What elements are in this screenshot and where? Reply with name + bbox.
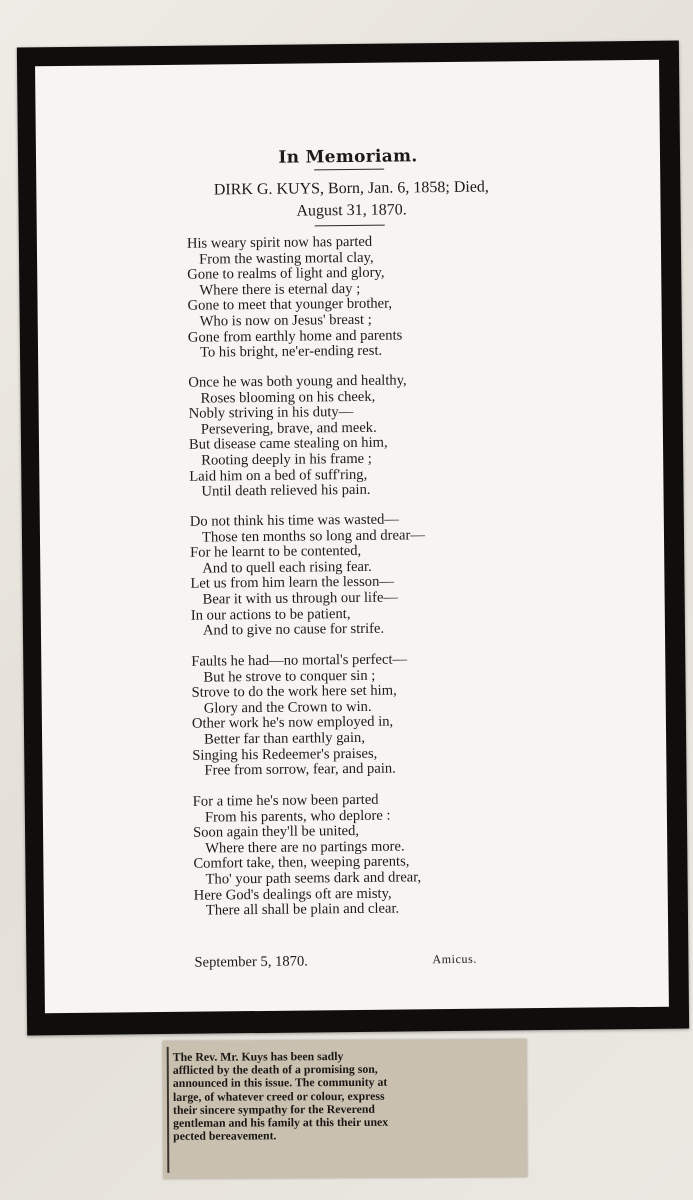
poem-line: Free from sorrow, fear, and pain. xyxy=(204,760,396,779)
clipping-line: announced in this issue. The community at xyxy=(172,1075,388,1091)
name-line-1: DIRK G. KUYS, Born, Jan. 6, 1858; Died, xyxy=(213,178,489,199)
poem-line: Gone to meet that younger brother, xyxy=(187,295,393,315)
poem-line: Singing his Redeemer's praises, xyxy=(192,745,378,764)
poem-line: From his parents, who deplore : xyxy=(204,807,391,826)
clipping-line: their sincere sympathy for the Reverend xyxy=(172,1101,375,1117)
poem-line: And to quell each rising fear. xyxy=(202,558,372,577)
poem-line: But he strove to conquer sin ; xyxy=(203,667,376,686)
poem-line: Glory and the Crown to win. xyxy=(203,698,372,717)
memorial-card xyxy=(17,41,689,1036)
stanza-4 xyxy=(191,651,532,779)
poem-line: Until death relieved his pain. xyxy=(201,481,371,500)
poem-line: Better far than earthly gain, xyxy=(204,729,366,748)
poem-line: Comfort take, then, weeping parents, xyxy=(193,853,410,873)
clipping-line: afflicted by the death of a promising son, xyxy=(172,1062,378,1078)
poem-line: Bear it with us through our life— xyxy=(202,589,399,608)
poem-line: For he learnt to be contented, xyxy=(190,543,362,561)
poem-signature: Amicus. xyxy=(432,951,478,967)
poem-line: Laid him on a bed of suff'ring, xyxy=(189,466,368,485)
poem-line: Who is now on Jesus' breast ; xyxy=(199,311,372,330)
poem-line: Other work he's now employed in, xyxy=(191,713,394,733)
poem-line: Where there are no partings more. xyxy=(205,838,405,857)
poem-line: Once he was both young and healthy, xyxy=(188,372,407,391)
poem-line: Those ten months so long and drear— xyxy=(201,526,425,546)
clipping-line: gentleman and his family at this their unex xyxy=(173,1114,389,1130)
poem-line: Rooting deeply in his frame ; xyxy=(201,450,372,469)
poem-line: Strove to do the work here set him, xyxy=(191,682,397,701)
poem-line: For a time he's now been parted xyxy=(192,791,379,810)
poem-line: Roses blooming on his cheek, xyxy=(200,388,376,407)
clipping-line: large, of whatever creed or colour, express xyxy=(172,1088,385,1104)
heading-rule-top xyxy=(314,169,384,171)
poem-line: Here God's dealings oft are misty, xyxy=(193,885,392,904)
poem-line: Nobly striving in his duty— xyxy=(188,404,354,422)
clipping-edge-line xyxy=(167,1047,170,1173)
memorial-card-paper xyxy=(35,60,669,1013)
poem-line: Tho' your path seems dark and drear, xyxy=(205,869,422,888)
stanza-2 xyxy=(188,372,529,500)
poem-line: From the wasting mortal clay, xyxy=(198,249,374,268)
poem-line: Soon again they'll be united, xyxy=(192,823,360,841)
stanza-3 xyxy=(190,511,531,639)
poem-line: Let us from him learn the lesson— xyxy=(190,573,395,593)
stanza-5 xyxy=(193,791,534,919)
clipping-line: The Rev. Mr. Kuys has been sadly xyxy=(172,1049,344,1064)
poem-line: To his bright, ne'er-ending rest. xyxy=(199,342,383,361)
poem-line: Persevering, brave, and meek. xyxy=(200,419,377,438)
poem-line: Gone to realms of light and glory, xyxy=(187,264,385,283)
poem-line: In our actions to be patient, xyxy=(190,605,351,624)
poem-line: His weary spirit now has parted xyxy=(186,233,373,252)
poem-date: September 5, 1870. xyxy=(194,953,309,971)
poem-line: There all shall be plain and clear. xyxy=(205,900,400,919)
poem-line: Where there is eternal day ; xyxy=(199,280,361,299)
clipping-line: pected bereavement. xyxy=(173,1128,277,1144)
name-line-2: August 31, 1870. xyxy=(296,201,407,220)
poem-line: Gone from earthly home and parents xyxy=(187,327,403,346)
poem-line: But disease came stealing on him, xyxy=(188,435,388,454)
poem-line: And to give no cause for strife. xyxy=(202,620,385,639)
stanza-1 xyxy=(187,233,528,361)
clipping-text xyxy=(173,1049,518,1143)
heading-rule-bottom xyxy=(315,225,385,227)
newspaper-clipping xyxy=(163,1039,528,1179)
poem-line: Do not think his time was wasted— xyxy=(189,511,400,530)
memorial-heading: In Memoriam. xyxy=(278,146,418,168)
poem-line: Faults he had—no mortal's perfect— xyxy=(191,651,408,670)
